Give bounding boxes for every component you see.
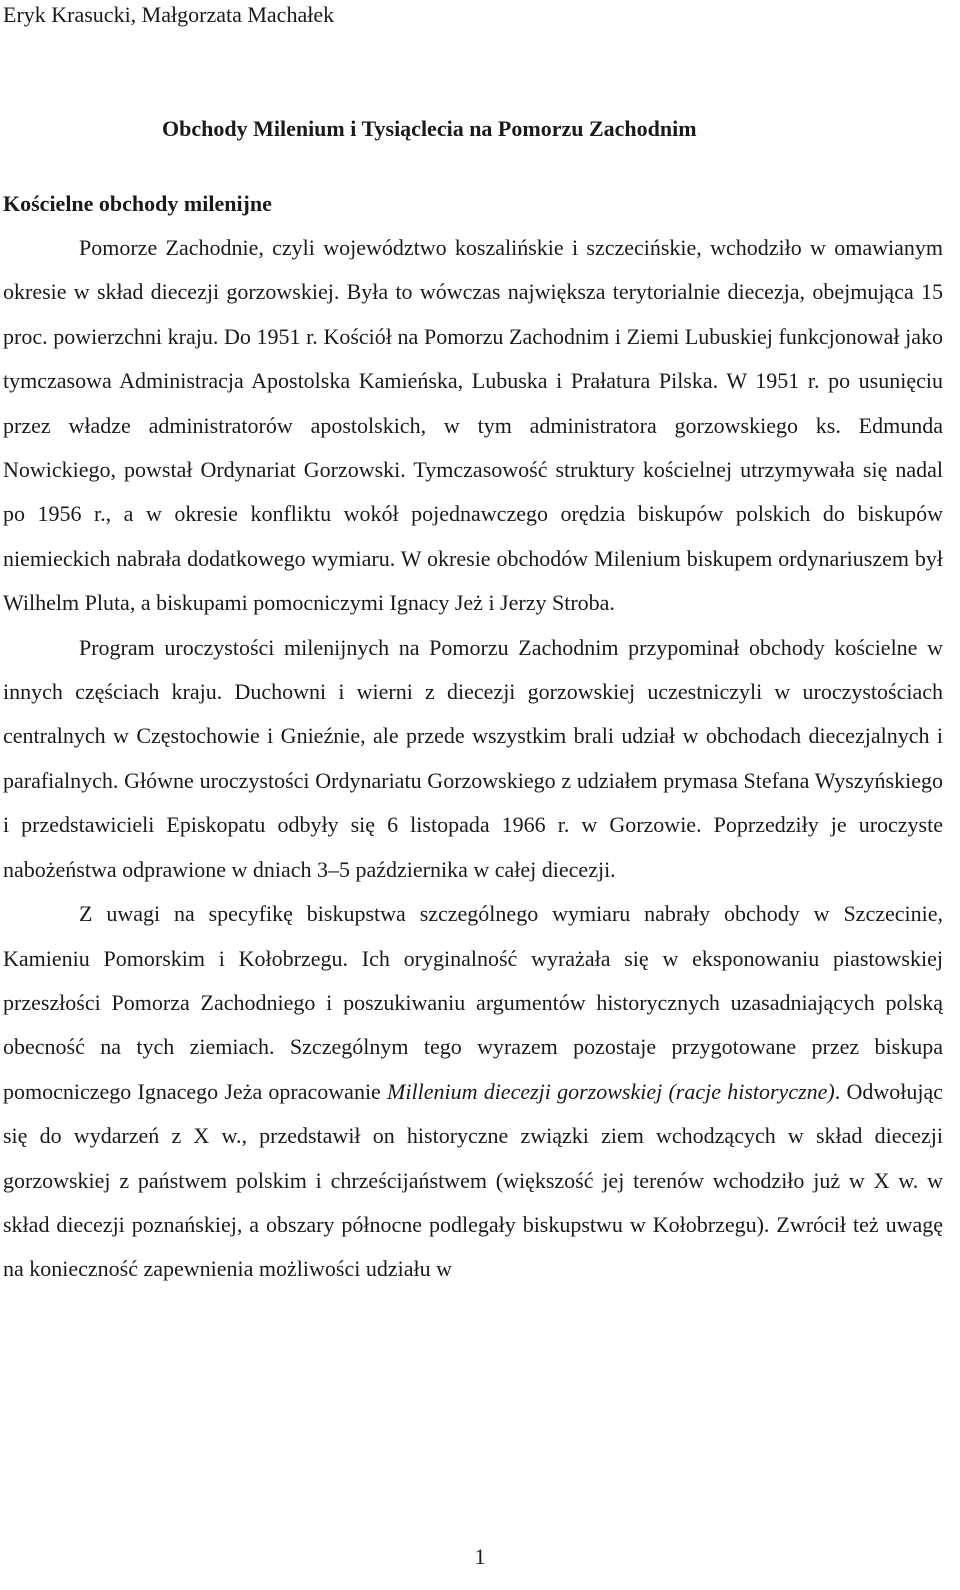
paragraph-3-text-after: . Odwołując się do wydarzeń z X w., przedstawił on historyczne związki ziem wchodzących w skład diecezji gorzowskiej z państwem polskim i chrześcijaństwem (większość jej terenów wchodziło już w X w. w skład diecezji poznańskiej, a obszary północne podlegały biskupstwu w Kołobrzegu). Zwrócił też uwagę na konieczność zapewnienia możliwości udziału w	[3, 1078, 943, 1282]
paragraph-1: Pomorze Zachodnie, czyli województwo koszalińskie i szczecińskie, wchodziło w omawianym okresie w skład diecezji gorzowskiej. Była to wówczas największa terytorialnie diecezja, obejmująca 15 proc. powierzchni kraju. Do 1951 r. Kościół na Pomorzu Zachodnim i Ziemi Lubuskiej funkcjonował jako tymczasowa Administracja Apostolska Kamieńska, Lubuska i Prałatura Pilska. W 1951 r. po usunięciu przez władze administratorów apostolskich, w tym administratora gorzowskiego ks. Edmunda Nowickiego, powstał Ordynariat Gorzowski. Tymczasowość struktury kościelnej utrzymywała się nadal po 1956 r., a w okresie konfliktu wokół pojednawczego orędzia biskupów polskich do biskupów niemieckich nabrała dodatkowego wymiaru. W okresie obchodów Milenium biskupem ordynariuszem był Wilhelm Pluta, a biskupami pomocniczymi Ignacy Jeż i Jerzy Stroba.	[3, 235, 943, 616]
section-heading: Kościelne obchody milenijne	[3, 191, 272, 216]
article-title: Obchody Milenium i Tysiąclecia na Pomorzu Zachodnim	[162, 116, 697, 141]
running-header-authors: Eryk Krasucki, Małgorzata Machałek	[3, 2, 335, 27]
paragraph-3-text-before: Z uwagi na specyfikę biskupstwa szczególnego wymiaru nabrały obchody w Szczecinie, Kamieniu Pomorskim i Kołobrzegu. Ich oryginalność wyrażała się w eksponowaniu piastowskiej przeszłości Pomorza Zachodniego i poszukiwaniu argumentów historycznych uzasadniających polską obecność na tych ziemiach. Szczególnym tego wyrazem pozostaje przygotowane przez biskupa pomocniczego Ignacego Jeża opracowanie	[3, 901, 943, 1104]
paragraph-3	[3, 892, 943, 1292]
paragraph-2: Program uroczystości milenijnych na Pomorzu Zachodnim przypominał obchody kościelne w innych częściach kraju. Duchowni i wierni z diecezji gorzowskiej uczestniczyli w uroczystościach centralnych w Częstochowie i Gnieźnie, ale przede wszystkim brali udział w obchodach diecezjalnych i parafialnych. Główne uroczystości Ordynariatu Gorzowskiego z udziałem prymasa Stefana Wyszyńskiego i przedstawicieli Episkopatu odbyły się 6 listopada 1966 r. w Gorzowie. Poprzedziły je uroczyste nabożeństwa odprawione w dniach 3–5 października w całej diecezji.	[3, 634, 943, 882]
paragraph-3-italic-title: Millenium diecezji gorzowskiej (racje historyczne)	[387, 1078, 835, 1104]
page-number: 1	[474, 1544, 486, 1569]
body-text	[3, 226, 943, 1292]
